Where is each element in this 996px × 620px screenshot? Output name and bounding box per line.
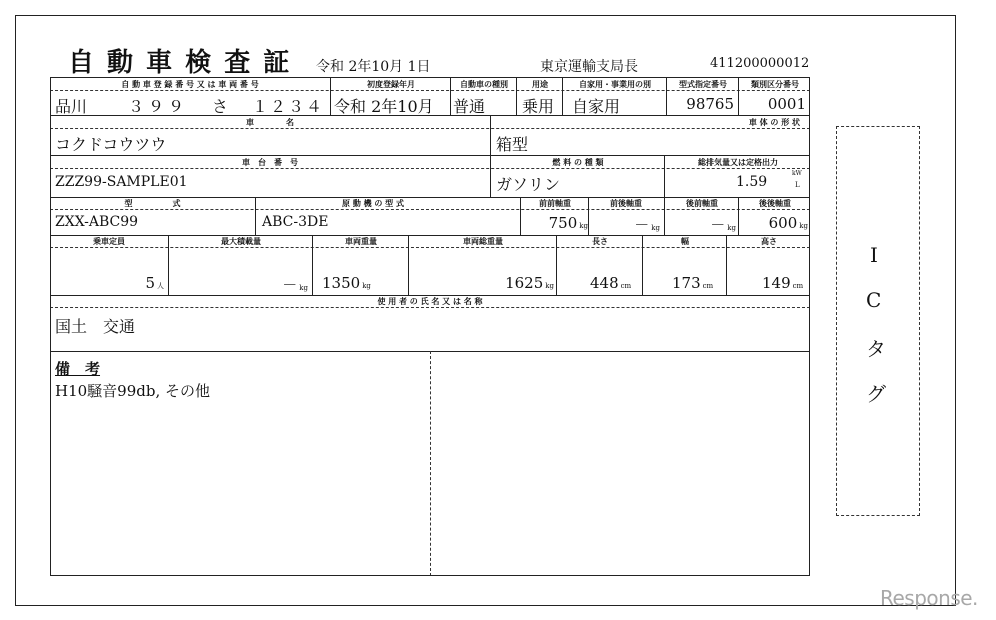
category-number-label: 類別区分番号 <box>751 80 799 89</box>
user-name-label: 使 用 者 の 氏 名 又 は 名 称 <box>377 297 483 306</box>
max-load-value: － kg <box>282 276 308 294</box>
displacement-value: 1.59 <box>736 174 768 190</box>
first-reg-value: 令和 2年10月 <box>334 97 434 116</box>
vehicle-kind-value: 普通 <box>453 97 486 116</box>
body-shape-label: 車 体 の 形 状 <box>748 118 800 127</box>
type-approval-label: 型式指定番号 <box>679 80 727 89</box>
capacity-label: 乗車定員 <box>93 237 125 246</box>
model-label: 型 式 <box>124 199 181 208</box>
reg-kana: さ <box>212 97 229 116</box>
rear-front-axle-value: － kg <box>710 216 736 234</box>
document-title: 自 動 車 検 査 証 <box>68 48 292 78</box>
issue-date: 令和 2年10月 1日 <box>316 59 431 75</box>
private-business-label: 自家用・事業用の別 <box>579 80 651 89</box>
chassis-number-value: ZZZ99-SAMPLE01 <box>55 174 188 190</box>
ic-tag-char-ta: タ <box>866 337 886 361</box>
engine-model-label: 原 動 機 の 型 式 <box>342 199 404 208</box>
main-table-border <box>50 77 810 576</box>
capacity-value: 5 人 <box>145 274 164 292</box>
displacement-unit-l: L <box>795 181 800 189</box>
response-watermark: Response. <box>880 586 978 610</box>
width-label: 幅 <box>681 237 689 246</box>
private-business-value: 自家用 <box>572 97 621 116</box>
category-number-value: 0001 <box>767 95 806 113</box>
width-value: 173 cm <box>672 274 714 292</box>
vehicle-kind-label: 自動車の種別 <box>460 80 508 89</box>
reg-area: 品川 <box>55 97 88 116</box>
issuer: 東京運輸支局長 <box>540 59 638 75</box>
fuel-type-value: ガソリン <box>496 175 561 194</box>
remarks-heading: 備 考 <box>55 360 101 378</box>
reg-class: ３９９ <box>128 97 189 116</box>
front-front-axle-label: 前前軸重 <box>539 199 571 208</box>
vehicle-weight-value: 1350 kg <box>322 274 371 292</box>
front-front-axle-value: 750 kg <box>548 214 588 232</box>
ic-tag-char-c: C <box>866 288 882 312</box>
engine-model-value: ABC-3DE <box>262 214 329 230</box>
chassis-number-label: 車 台 番 号 <box>242 158 298 167</box>
car-name-label: 車 名 <box>246 118 294 127</box>
vehicle-weight-label: 車両重量 <box>345 237 377 246</box>
rear-front-axle-label: 後前軸重 <box>686 199 718 208</box>
car-name-value: コクドコウツウ <box>55 135 167 154</box>
height-label: 高さ <box>761 237 777 246</box>
model-value: ZXX-ABC99 <box>55 214 139 230</box>
user-name-value: 国土 交通 <box>55 317 136 336</box>
length-value: 448 cm <box>590 274 632 292</box>
rear-rear-axle-value: 600 kg <box>768 214 808 232</box>
length-label: 長さ <box>592 237 608 246</box>
height-value: 149 cm <box>762 274 804 292</box>
displacement-label: 総排気量又は定格出力 <box>698 158 778 167</box>
front-rear-axle-value: － kg <box>634 216 660 234</box>
ic-tag-box <box>836 126 920 516</box>
body-shape-value: 箱型 <box>496 135 529 154</box>
fuel-type-label: 燃 料 の 種 類 <box>552 158 604 167</box>
usage-value: 乗用 <box>522 97 555 116</box>
front-rear-axle-label: 前後軸重 <box>610 199 642 208</box>
gross-weight-label: 車両総重量 <box>463 237 503 246</box>
usage-label: 用途 <box>532 80 548 89</box>
displacement-unit-kw: kW <box>792 170 802 177</box>
gross-weight-value: 1625 kg <box>505 274 554 292</box>
reg-number-label: 自 動 車 登 録 番 号 又 は 車 両 番 号 <box>121 80 259 89</box>
ic-tag-char-i: I <box>870 243 878 267</box>
ic-tag-char-gu: グ <box>866 382 886 406</box>
rear-rear-axle-label: 後後軸重 <box>759 199 791 208</box>
max-load-label: 最大積載量 <box>221 237 261 246</box>
type-approval-value: 98765 <box>686 95 734 113</box>
remarks-text: H10騒音99db, その他 <box>55 382 210 400</box>
reg-digits: １２３４ <box>252 97 325 116</box>
certificate-number: 411200000012 <box>710 56 810 71</box>
first-reg-label: 初度登録年月 <box>367 80 415 89</box>
